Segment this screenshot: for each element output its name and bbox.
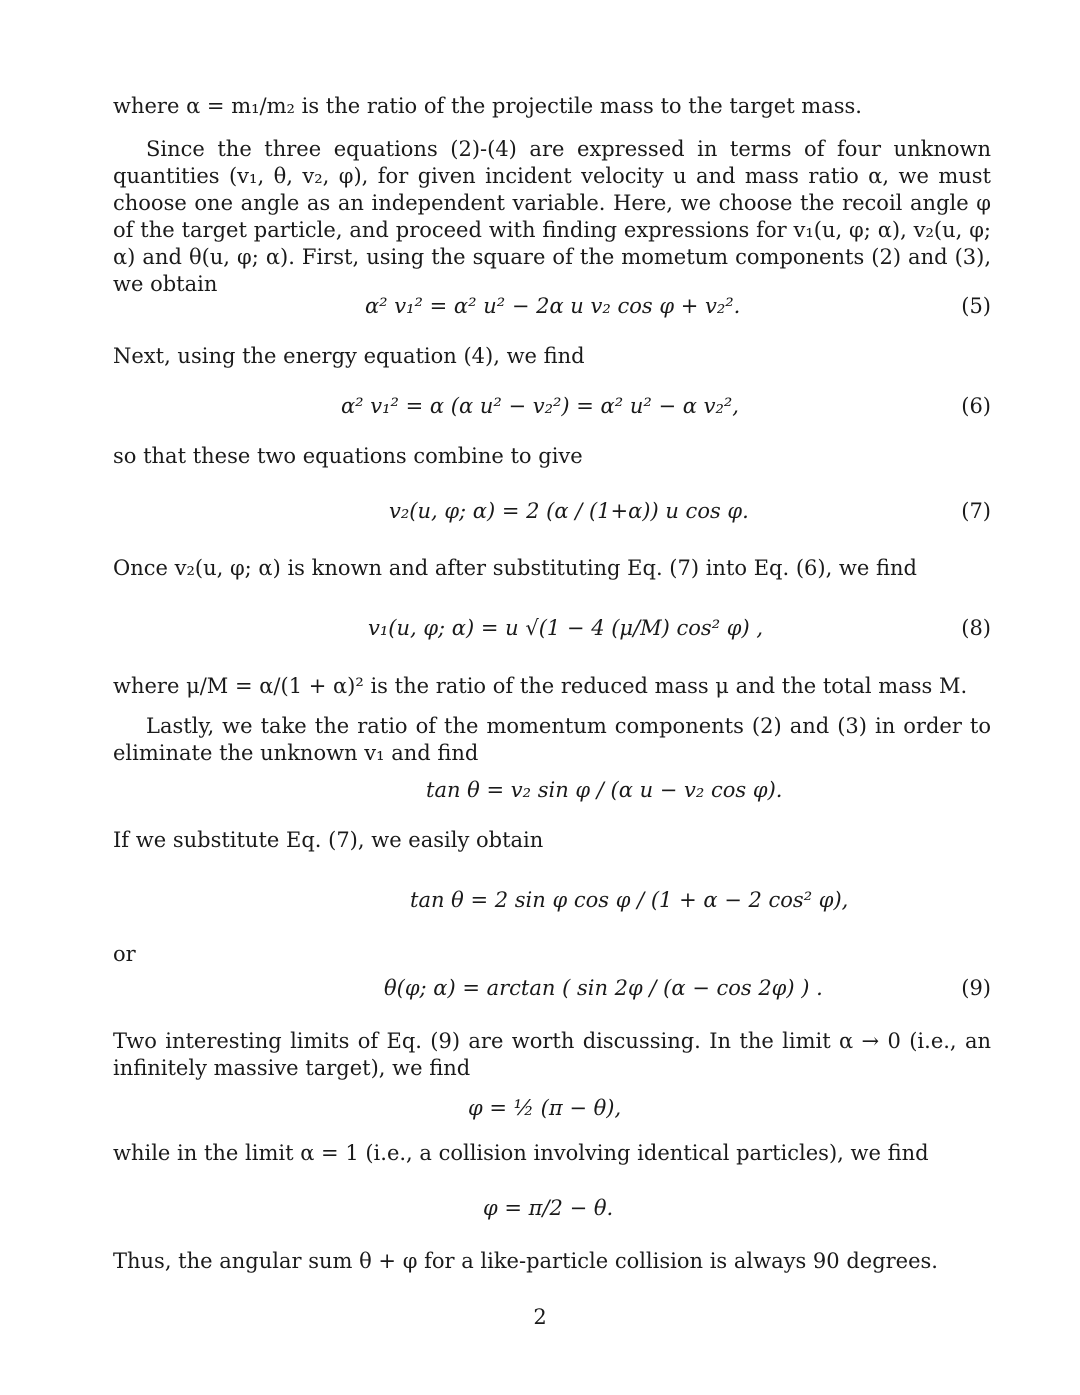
equation-8-number: (8): [961, 616, 991, 640]
equation-7-expression: v₂(u, φ; α) = 2 (α / (1+α)) u cos φ.: [389, 499, 749, 523]
equation-limit-alpha-zero-expression: φ = ½ (π − θ),: [468, 1096, 622, 1120]
equation-tan-theta-expression: tan θ = v₂ sin φ / (α u − v₂ cos φ).: [426, 778, 783, 802]
equation-5-number: (5): [961, 294, 991, 318]
paragraph-identical: while in the limit α = 1 (i.e., a collision involving identical particles), we find: [113, 1141, 929, 1165]
equation-5: [113, 293, 991, 333]
equation-tan-theta-substituted-expression: tan θ = 2 sin φ cos φ / (1 + α − 2 cos² φ),: [410, 888, 849, 912]
page-number: 2: [533, 1305, 547, 1329]
paragraph-conclusion: Thus, the angular sum θ + φ for a like-particle collision is always 90 degrees.: [113, 1249, 938, 1273]
equation-8: [113, 615, 991, 655]
equation-8-expression: v₁(u, φ; α) = u √(1 − 4 (μ/M) cos² φ) ,: [368, 616, 764, 640]
equation-limit-alpha-one: [113, 1195, 991, 1235]
equation-6-expression: α² v₁² = α (α u² − v₂²) = α² u² − α v₂²,: [341, 394, 739, 418]
paragraph-energy: Next, using the energy equation (4), we find: [113, 344, 585, 368]
equation-tan-theta-substituted: [113, 887, 991, 927]
equation-5-expression: α² v₁² = α² u² − 2α u v₂ cos φ + v₂².: [365, 294, 741, 318]
equation-9: [113, 975, 991, 1015]
equation-limit-alpha-one-expression: φ = π/2 − θ.: [483, 1196, 614, 1220]
paragraph-or: or: [113, 942, 136, 966]
equation-7-number: (7): [961, 499, 991, 523]
paragraph-combine: so that these two equations combine to give: [113, 444, 583, 468]
paragraph-substitute: Once v₂(u, φ; α) is known and after substituting Eq. (7) into Eq. (6), we find: [113, 556, 917, 580]
equation-tan-theta: [113, 777, 991, 817]
paragraph-unknowns: Since the three equations (2)-(4) are expressed in terms of four unknown quantities (v₁, θ, v₂, φ), for given incident velocity u and mass ratio α, we must choose one angle as an independent variable. Here, we choose the recoil angle φ of the target particle, and proceed with finding expressions for v₁(u, φ; α), v₂(u, φ; α) and θ(u, φ; α). First, using the square of the mometum components (2) and (3), we obtain: [113, 137, 991, 296]
equation-7: [113, 498, 991, 538]
paragraph-reduced-mass: where μ/M = α/(1 + α)² is the ratio of the reduced mass μ and the total mass M.: [113, 674, 968, 698]
equation-limit-alpha-zero: [113, 1095, 991, 1135]
paragraph-ratio: Lastly, we take the ratio of the momentum components (2) and (3) in order to eliminate the unknown v₁ and find: [113, 714, 991, 765]
equation-9-number: (9): [961, 976, 991, 1000]
equation-9-expression: θ(φ; α) = arctan ( sin 2φ / (α − cos 2φ) ) .: [384, 976, 823, 1000]
paragraph-obtain: If we substitute Eq. (7), we easily obtain: [113, 828, 544, 852]
equation-6: [113, 393, 991, 433]
paragraph-mass-ratio: where α = m₁/m₂ is the ratio of the projectile mass to the target mass.: [113, 94, 862, 118]
paragraph-limits: Two interesting limits of Eq. (9) are worth discussing. In the limit α → 0 (i.e., an infinitely massive target), we find: [113, 1029, 991, 1080]
equation-6-number: (6): [961, 394, 991, 418]
